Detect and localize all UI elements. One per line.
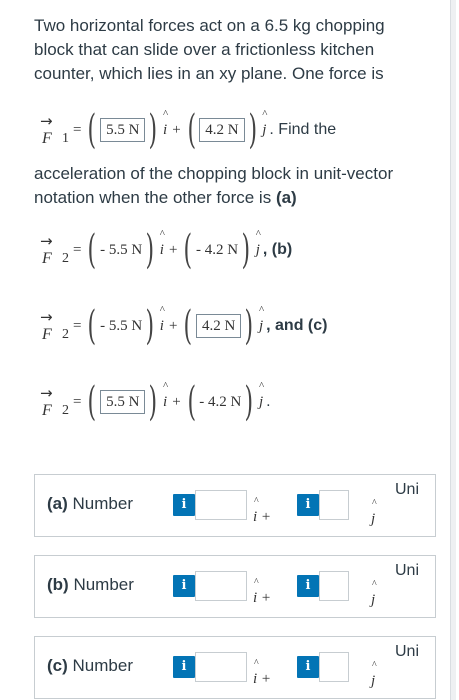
j-label: ^ j <box>371 498 377 527</box>
i-component-input[interactable] <box>195 571 247 601</box>
info-icon[interactable]: i <box>173 575 195 597</box>
subscript: 1 <box>62 131 69 146</box>
answer-label: (b) Number <box>47 575 134 594</box>
j-component-input[interactable] <box>319 652 349 682</box>
j-label: ^ j <box>371 579 377 608</box>
x-component-value: 5.5 N <box>100 390 145 414</box>
right-paren: ) <box>241 227 251 273</box>
right-paren: ) <box>148 379 158 425</box>
question-para2 <box>34 162 434 210</box>
equation-suffix: , (b) <box>262 241 293 258</box>
i-plus-label: ^ i + <box>253 496 272 525</box>
i-unit-vector: ^ i <box>160 318 164 335</box>
info-icon[interactable]: i <box>297 656 319 678</box>
force-2a-equation <box>34 222 292 278</box>
y-component-value: - 4.2 N <box>196 241 239 258</box>
equation-suffix: . <box>266 393 271 410</box>
plus-sign: + <box>172 121 181 138</box>
answer-label: (a) Number <box>47 494 133 513</box>
i-plus-label: ^ i + <box>253 658 272 687</box>
j-unit-vector: ^ j <box>262 122 266 139</box>
i-unit-vector: ^ i <box>160 242 164 259</box>
force-1-equation <box>34 102 336 158</box>
answer-row-c <box>34 636 436 699</box>
right-paren: ) <box>244 303 254 349</box>
part-a-label: (a) <box>275 188 297 207</box>
force-vector-symbol: → F <box>40 308 53 343</box>
equals-sign: = <box>73 241 82 258</box>
info-icon[interactable]: i <box>297 494 319 516</box>
right-paren: ) <box>244 379 254 425</box>
left-paren: ( <box>87 303 97 349</box>
force-vector-symbol: → F <box>40 384 53 419</box>
subscript: 2 <box>62 327 69 342</box>
equation-suffix: , and (c) <box>266 317 328 334</box>
question-intro: Two horizontal forces act on a 6.5 kg chopping block that can slide over a frictionless kitchen counter, which lies in an xy plane. One force is <box>34 16 385 83</box>
left-paren: ( <box>183 227 193 273</box>
force-2b-equation <box>34 298 327 354</box>
answer-label: (c) Number <box>47 656 133 675</box>
force-2c-equation <box>34 374 271 430</box>
answer-row-b <box>34 555 436 618</box>
equals-sign: = <box>73 393 82 410</box>
y-component-value: - 4.2 N <box>199 393 242 410</box>
left-paren: ( <box>187 107 196 153</box>
y-component-value: 4.2 N <box>196 314 241 338</box>
answer-row-a <box>34 474 436 537</box>
left-paren: ( <box>183 303 193 349</box>
j-component-input[interactable] <box>319 571 349 601</box>
left-paren: ( <box>87 227 97 273</box>
scrollbar-track[interactable] <box>450 0 456 700</box>
y-component-value: 4.2 N <box>199 118 244 142</box>
units-select[interactable]: Uni <box>395 481 420 498</box>
plus-sign: + <box>172 393 181 410</box>
para2-text: acceleration of the chopping block in unit-vector notation when the other force is <box>34 164 394 207</box>
j-unit-vector: ^ j <box>256 242 260 259</box>
right-paren: ) <box>145 227 155 273</box>
i-unit-vector: ^ i <box>163 122 167 139</box>
equals-sign: = <box>73 121 82 138</box>
subscript: 2 <box>62 403 69 418</box>
right-paren: ) <box>248 107 257 153</box>
right-paren: ) <box>145 303 155 349</box>
info-icon[interactable]: i <box>173 656 195 678</box>
j-unit-vector: ^ j <box>259 318 263 335</box>
subscript: 2 <box>62 251 69 266</box>
left-paren: ( <box>187 379 196 425</box>
i-component-input[interactable] <box>195 490 247 520</box>
left-paren: ( <box>87 107 97 153</box>
x-component-value: 5.5 N <box>100 118 145 142</box>
plus-sign: + <box>168 241 178 258</box>
force-vector-symbol: → F <box>40 112 53 147</box>
x-component-value: - 5.5 N <box>100 241 143 258</box>
units-select[interactable]: Uni <box>395 643 420 660</box>
j-label: ^ j <box>371 660 377 689</box>
plus-sign: + <box>168 317 178 334</box>
info-icon[interactable]: i <box>173 494 195 516</box>
right-paren: ) <box>148 107 158 153</box>
x-component-value: - 5.5 N <box>100 317 143 334</box>
units-select[interactable]: Uni <box>395 562 420 579</box>
equals-sign: = <box>73 317 82 334</box>
equation-suffix: . Find the <box>269 121 337 138</box>
info-icon[interactable]: i <box>297 575 319 597</box>
i-unit-vector: ^ i <box>163 394 167 411</box>
i-plus-label: ^ i + <box>253 577 272 606</box>
i-component-input[interactable] <box>195 652 247 682</box>
left-paren: ( <box>87 379 97 425</box>
j-unit-vector: ^ j <box>259 394 263 411</box>
j-component-input[interactable] <box>319 490 349 520</box>
force-vector-symbol: → F <box>40 232 53 267</box>
